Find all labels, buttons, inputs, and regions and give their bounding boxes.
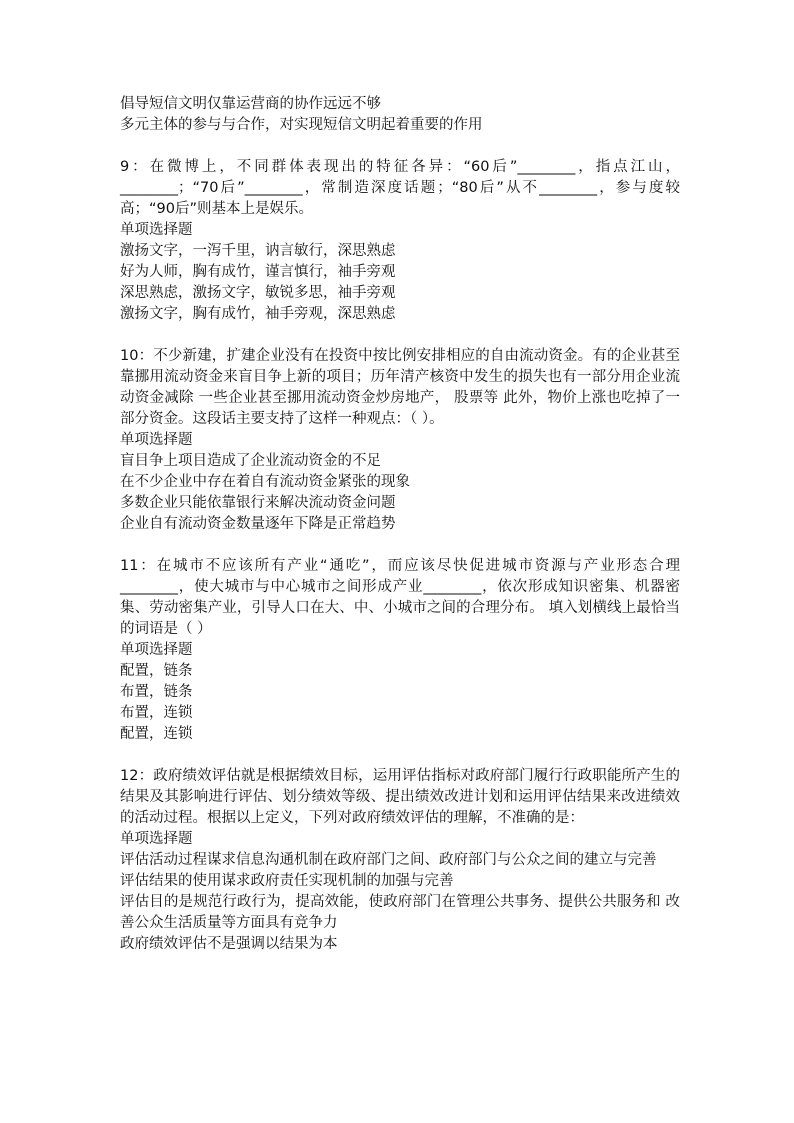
option-text: 评估活动过程谋求信息沟通机制在政府部门之间、政府部门与公众之间的建立与完善: [120, 852, 657, 868]
option-text: 布置，连锁: [120, 705, 193, 721]
option-text: 在不少企业中存在着自有流动资金紧张的现象: [120, 474, 410, 490]
option-text: 好为人师，胸有成竹，谨言慎行，袖手旁观: [120, 264, 396, 280]
option-text: 配置，链条: [120, 663, 193, 679]
question-12: [120, 766, 680, 955]
spacer: [120, 535, 680, 556]
option-text: 评估结果的使用谋求政府责任实现机制的加强与完善: [120, 873, 454, 889]
question-11: [120, 556, 680, 745]
option-text: 评估目的是规范行政行为，提高效能，使政府部门在管理公共事务、提供公共服务和 改善公众生活质量等方面具有竞争力: [120, 894, 680, 931]
question-stem: 10：不少新建，扩建企业没有在投资中按比例安排相应的自由流动资金。有的企业甚至靠挪用流动资金来盲目争上新的项目；历年清产核资中发生的损失也有一部分用企业流动资金减除 一些企业甚至挪用流动资金炒房地产， 股票等 此外，物价上涨也吃掉了一部分资金。这段话主要支持了这样一种观点：（ ）。: [120, 348, 680, 427]
option-text: 配置，连锁: [120, 726, 193, 742]
option-text: 布置，链条: [120, 684, 193, 700]
question-type: 单项选择题: [120, 642, 193, 658]
document-content: [120, 94, 680, 955]
spacer: [120, 325, 680, 346]
option-text: 多元主体的参与与合作，对实现短信文明起着重要的作用: [120, 117, 483, 133]
question-type: 单项选择题: [120, 831, 193, 847]
option-text: 深思熟虑，激扬文字，敏锐多思，袖手旁观: [120, 285, 396, 301]
question-type: 单项选择题: [120, 222, 193, 238]
question-stem: 11：在城市不应该所有产业“通吃”，而应该尽快促进城市资源与产业形态合理________，使大城市与中心城市之间形成产业________，依次形成知识密集、机器密集、劳动密集产业，引导人口在大、中、小城市之间的合理分布。 填入划横线上最恰当的词语是（ ）: [120, 558, 680, 637]
option-text: 多数企业只能依靠银行来解决流动资金问题: [120, 495, 396, 511]
spacer: [120, 745, 680, 766]
question-stem: 12：政府绩效评估就是根据绩效目标，运用评估指标对政府部门履行行政职能所产生的结果及其影响进行评估、划分绩效等级、提出绩效改进计划和运用评估结果来改进绩效的活动过程。根据以上定义，下列对政府绩效评估的理解，不准确的是：: [120, 768, 680, 826]
option-text: 激扬文字，一泻千里，讷言敏行，深思熟虑: [120, 243, 396, 259]
option-text: 激扬文字，胸有成竹，袖手旁观，深思熟虑: [120, 306, 396, 322]
spacer: [120, 136, 680, 157]
question-10: [120, 346, 680, 535]
question-type: 单项选择题: [120, 432, 193, 448]
option-text: 企业自有流动资金数量逐年下降是正常趋势: [120, 516, 396, 532]
option-text: 盲目争上项目造成了企业流动资金的不足: [120, 453, 381, 469]
option-text: 倡导短信文明仅靠运营商的协作远远不够: [120, 96, 381, 112]
question-9: [120, 157, 680, 325]
question-stem: 9：在微博上，不同群体表现出的特征各异：“60后”________，指点江山，________；“70后”________，常制造深度话题；“80后”从不________，参与度较高；“90后”则基本上是娱乐。: [120, 159, 680, 217]
option-text: 政府绩效评估不是强调以结果为本: [120, 936, 338, 952]
